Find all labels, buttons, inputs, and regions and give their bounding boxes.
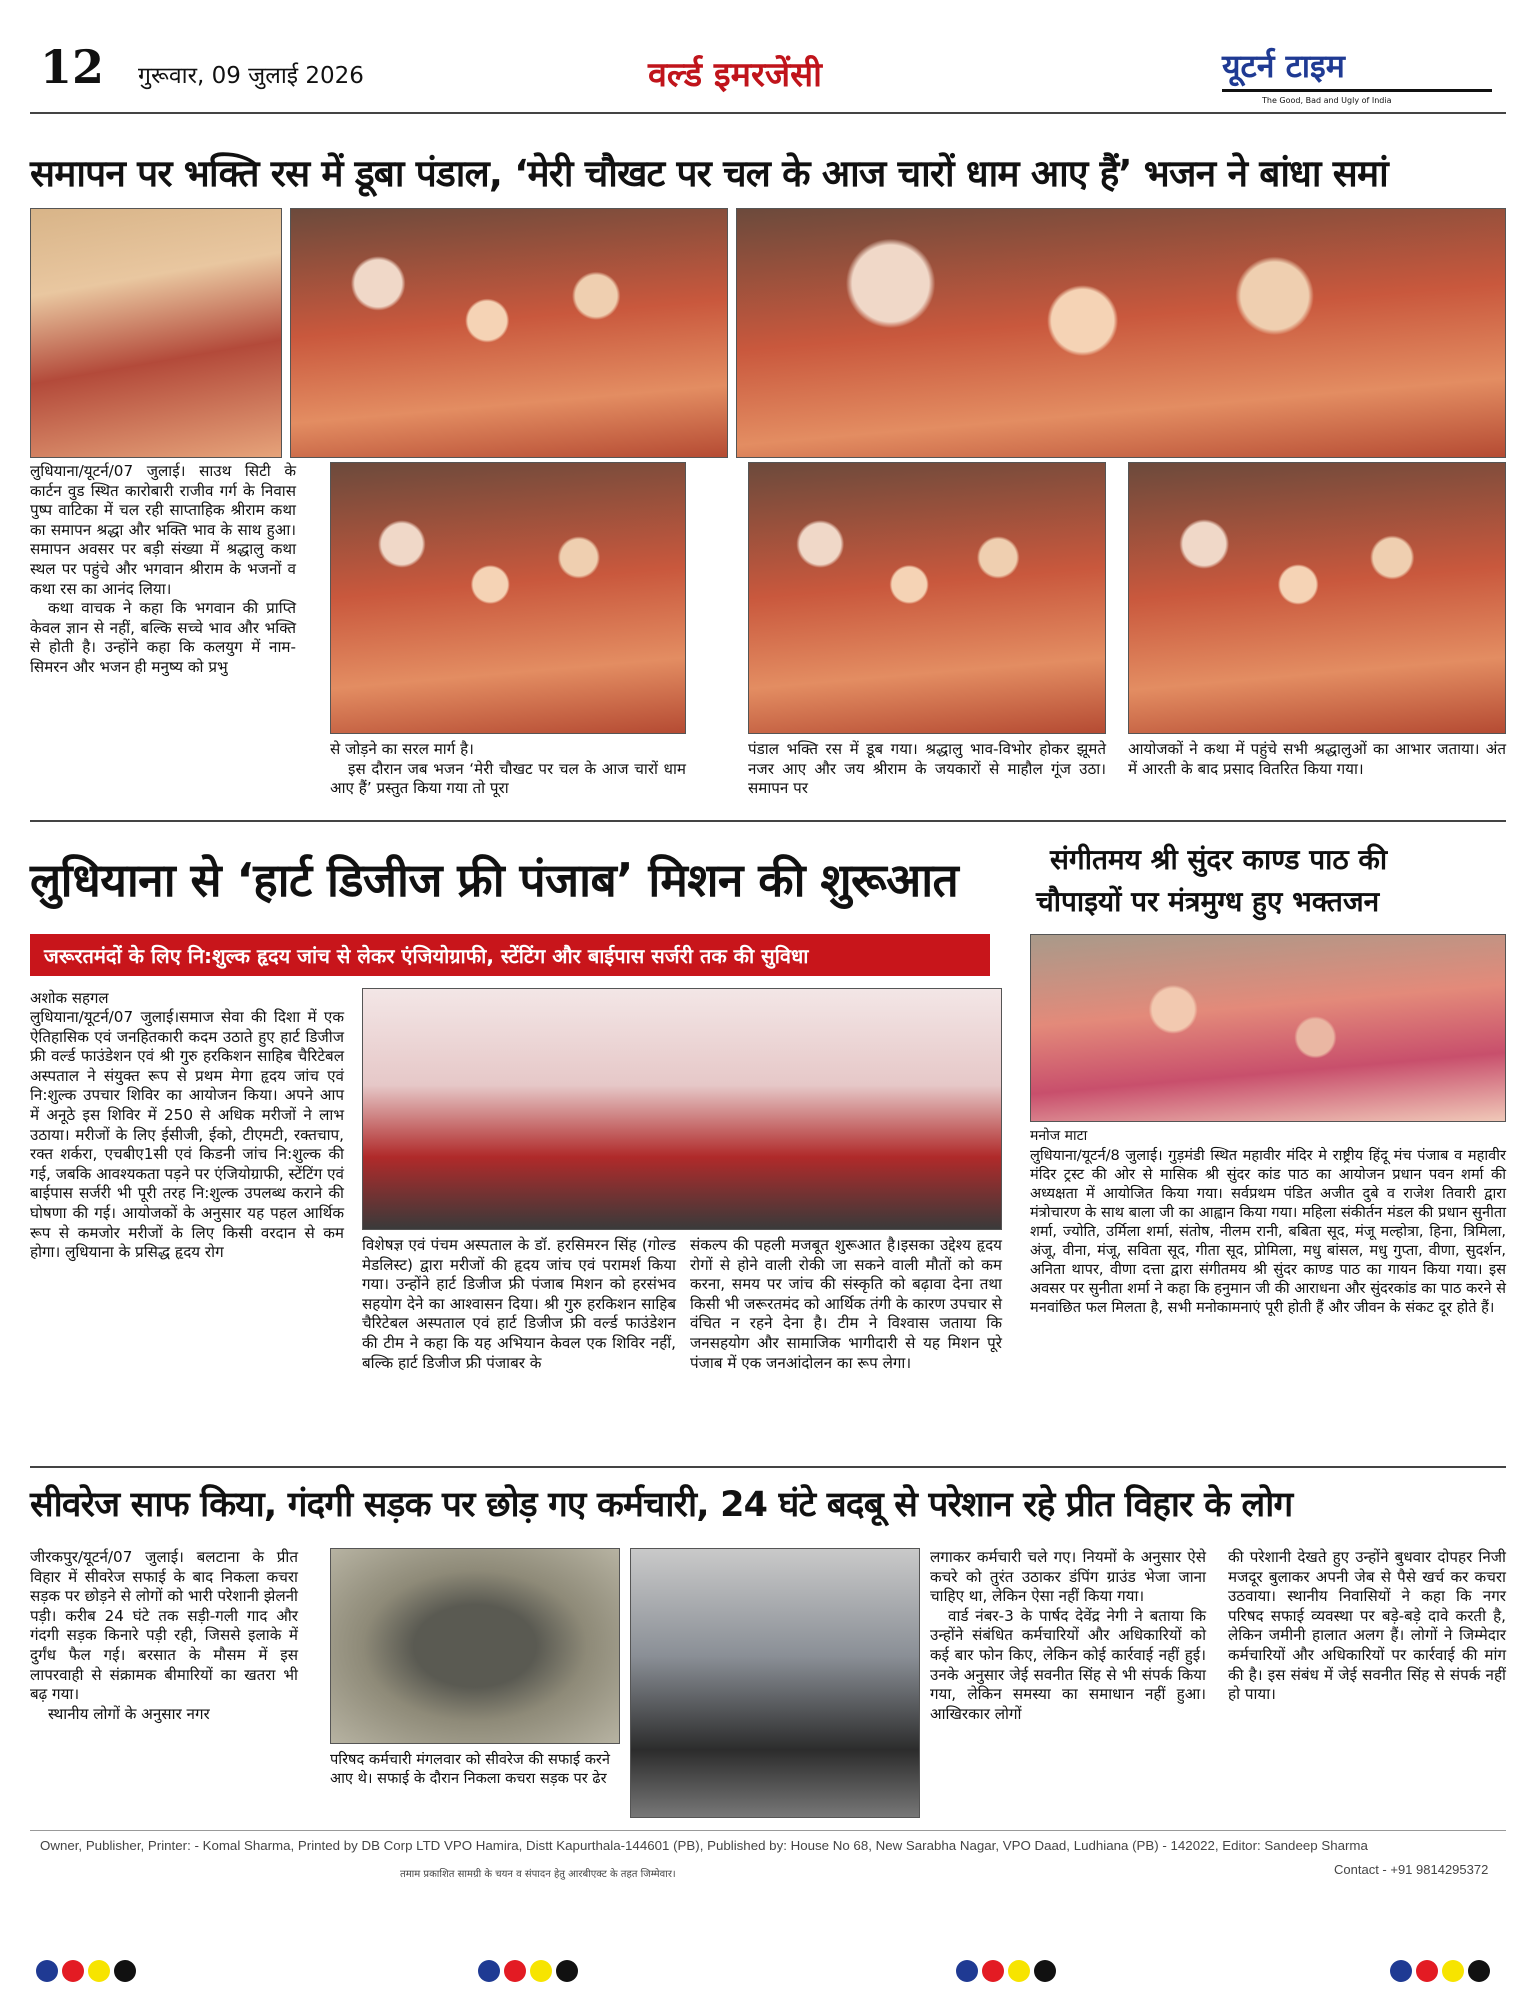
story1-paragraph: आयोजकों ने कथा में पहुंचे सभी श्रद्धालुओं का आभार जताया। अंत में आरती के बाद प्रसाद वितरित किया गया।	[1128, 740, 1506, 778]
audience-photo-1	[330, 462, 686, 734]
footer-contact: Contact - +91 9814295372	[1334, 1862, 1489, 1877]
story4-paragraph: की परेशानी देखते हुए उन्होंने बुधवार दोपहर निजी मजदूर बुलाकर अपनी जेब से पैसे खर्च कर कचरा उठवाया। स्थानीय निवासियों ने कहा कि नगर परिषद सफाई व्यवस्था पर बड़े-बड़े दावे करती है, लेकिन जमीनी हालात अलग हैं। लोगों ने जिम्मेदार कर्मचारियों और अधिकारियों पर कार्रवाई की मांग की है। इस संबंध में जेई सवनीत सिंह से संपर्क नहीं हो पाया।	[1228, 1548, 1506, 1704]
heart-camp-felicitation-photo	[362, 988, 1002, 1230]
worker-cleaning-photo	[630, 1548, 920, 1818]
brand-tagline: The Good, Bad and Ugly of India	[1262, 96, 1392, 105]
page-number: 12	[40, 40, 105, 94]
registration-dot	[1468, 1960, 1490, 1982]
story4-paragraph: जीरकपुर/यूटर्न/07 जुलाई। बलटाना के प्रीत विहार में सीवरेज सफाई के बाद निकला कचरा सड़क पर छोड़ने से लोगों को भारी परेशानी झेलनी पड़ी। करीब 24 घंटे तक सड़ी-गली गाद और गंदगी सड़क किनारे पड़ी रही, जिससे इलाके में दुर्गंध फैल गई। बरसात के मौसम में इस लापरवाही से संक्रामक बीमारियों का खतरा भी बढ़ गया।	[30, 1548, 298, 1704]
section-divider	[30, 1466, 1506, 1468]
story4-headline: सीवरेज साफ किया, गंदगी सड़क पर छोड़ गए कर्मचारी, 24 घंटे बदबू से परेशान रहे प्रीत विहार के लोग	[30, 1485, 1293, 1525]
registration-dot	[114, 1960, 136, 1982]
story1-paragraph: लुधियाना/यूटर्न/07 जुलाई। साउथ सिटी के कार्टन वुड स्थित कारोबारी राजीव गर्ग के निवास पुष्प वाटिका में चल रही साप्ताहिक श्रीराम कथा का समापन श्रद्धा और भक्ति भाव के साथ हुआ। समापन अवसर पर बड़ी संख्या में श्रद्धालु कथा स्थल पर पहुंचे और भगवान श्रीराम के भजनों व कथा रस का आनंद लिया।	[30, 462, 296, 598]
story1-column-2	[330, 740, 686, 799]
registration-marks-center-right	[956, 1960, 1056, 1982]
story3-headline-line1: संगीतमय श्री सुंदर काण्ड पाठ की	[1050, 843, 1388, 876]
sewage-debris-photo	[330, 1548, 620, 1744]
masthead-divider	[30, 112, 1506, 114]
story4-column-4	[1228, 1548, 1506, 1705]
registration-dot	[1008, 1960, 1030, 1982]
brand-logo	[1222, 44, 1492, 105]
audience-wide-photo	[736, 208, 1506, 458]
front-row-guests-photo	[290, 208, 728, 458]
story1-column-1	[30, 462, 296, 678]
sewage-photo-caption: परिषद कर्मचारी मंगलवार को सीवरेज की सफाई करने आए थे। सफाई के दौरान निकला कचरा सड़क पर ढेर	[330, 1751, 610, 1787]
brand-name: यूटर्न टाइम	[1222, 47, 1345, 85]
story1-column-4	[1128, 740, 1506, 779]
registration-dot	[1390, 1960, 1412, 1982]
story2-column-3: संकल्प की पहली मजबूत शुरूआत है।इसका उद्देश्य हृदय रोगों से होने वाली रोकी जा सकने वाली मौतों को कम करना, समय पर जांच की संस्कृति को बढ़ावा देना तथा किसी भी जरूरतमंद को आर्थिक तंगी के कारण उपचार से वंचित न रहने देना है। टीम ने विश्वास जताया कि जनसहयोग और सामाजिक भागीदारी से यह मिशन पूरे पंजाब में एक जनआंदोलन का रूप लेगा।	[690, 1236, 1002, 1372]
sundar-kand-devotees-photo	[1030, 934, 1506, 1122]
story2-byline: अशोक सहगल	[30, 989, 109, 1007]
registration-marks-right	[1390, 1960, 1490, 1982]
story1-paragraph: से जोड़ने का सरल मार्ग है।	[330, 740, 474, 758]
story4-column-1	[30, 1548, 298, 1724]
story3-headline-line2: चौपाइयों पर मंत्रमुग्ध हुए भक्तजन	[1036, 885, 1380, 918]
story2-subhead-banner	[30, 934, 990, 976]
registration-dot	[62, 1960, 84, 1982]
registration-dot	[556, 1960, 578, 1982]
audience-photo-3	[1128, 462, 1506, 734]
story2-headline: लुधियाना से ‘हार्ट डिजीज फ्री पंजाब’ मिशन की शुरूआत	[30, 853, 959, 907]
registration-dot	[504, 1960, 526, 1982]
section-title: वर्ल्ड इमरजेंसी	[648, 55, 822, 95]
issue-date: गुरूवार, 09 जुलाई 2026	[138, 63, 364, 89]
audience-photo-2	[748, 462, 1106, 734]
story3-byline: मनोज माटा	[1030, 1128, 1088, 1144]
story1-column-3	[748, 740, 1106, 799]
story4-paragraph: वार्ड नंबर-3 के पार्षद देवेंद्र नेगी ने बताया कि उन्होंने संबंधित कर्मचारियों और अधिकारियों को कई बार फोन किए, लेकिन कोई कार्रवाई नहीं हुई। उनके अनुसार जेई सवनीत सिंह से भी संपर्क किया गया, लेकिन समस्या का समाधान नहीं हुआ। आखिरकार लोगों	[930, 1606, 1206, 1723]
story2-subhead: जरूरतमंदों के लिए नि:शुल्क हृदय जांच से लेकर एंजियोग्राफी, स्टेंटिंग और बाईपास सर्जरी तक की सुविधा	[44, 944, 809, 968]
masthead	[0, 0, 1536, 130]
story4-paragraph: लगाकर कर्मचारी चले गए। नियमों के अनुसार ऐसे कचरे को तुरंत उठाकर डंपिंग ग्राउंड भेजा जाना चाहिए था, लेकिन ऐसा नहीं किया गया।	[930, 1548, 1206, 1606]
story3-body: लुधियाना/यूटर्न/8 जुलाई। गुड़मंडी स्थित महावीर मंदिर मे राष्ट्रीय हिंदू मंच पंजाब व महावीर मंदिर ट्रस्ट की ओर से मासिक श्री सुंदर कांड पाठ का आयोजन प्रधान पवन शर्मा की अध्यक्षता में आयोजित किया गया। सर्वप्रथम पंडित अजीत दुबे व राजेश तिवारी द्वारा मंत्रोचारण के साथ बाला जी का आह्वान किया गया। महिला संकीर्तन मंडल की प्रधान सुनीता शर्मा, ज्योति, उर्मिला शर्मा, संतोष, नीलम रानी, बबिता सूद, मंजू मल्होत्रा, हिना, त्रिमिला, अंजू, वीना, मंजू, सविता सूद, गीता सूद, प्रोमिला, मधु बांसल, मधु गुप्ता, वीणा, सुदर्शन, अनिता थापर, वीणा दत्ता द्वारा संगीतमय श्री सुंदर काण्ड पाठ का गायन किया गया। इस अवसर पर सुनीता शर्मा ने कहा कि हनुमान जी की आराधना और सुंदरकांड का पाठ करने से मनवांछित फल मिलता है, सभी मनोकामनाएं पूरी होती हैं और जीवन के संकट दूर होते हैं।	[1030, 1147, 1506, 1316]
registration-dot	[530, 1960, 552, 1982]
registration-dot	[1442, 1960, 1464, 1982]
registration-dot	[36, 1960, 58, 1982]
story4-paragraph: स्थानीय लोगों के अनुसार नगर	[48, 1704, 210, 1723]
registration-marks-left	[36, 1960, 136, 1982]
story1-paragraph: इस दौरान जब भजन ‘मेरी चौखट पर चल के आज चारों धाम आए हैं’ प्रस्तुत किया गया तो पूरा	[330, 759, 686, 798]
footer-imprint: Owner, Publisher, Printer: - Komal Sharma, Printed by DB Corp LTD VPO Hamira, Distt Kapurthala-144601 (PB), Published by: House No 68, New Sarabha Nagar, VPO Daad, Ludhiana (PB) - 142022, Editor: Sandeep Sharma	[40, 1838, 1368, 1853]
registration-dot	[1416, 1960, 1438, 1982]
story1-paragraph: कथा वाचक ने कहा कि भगवान की प्राप्ति केवल ज्ञान से नहीं, बल्कि सच्चे भाव और भक्ति से होती है। उन्होंने कहा कि कलयुग में नाम-सिमरन और भजन ही मनुष्य को प्रभु	[30, 599, 296, 676]
footer-divider	[30, 1830, 1506, 1831]
section-divider	[30, 820, 1506, 822]
story1-paragraph: पंडाल भक्ति रस में डूब गया। श्रद्धालु भाव-विभोर होकर झूमते नजर आए और जय श्रीराम के जयकारों से माहौल गूंज उठा। समापन पर	[748, 740, 1106, 798]
registration-dot	[88, 1960, 110, 1982]
registration-dot	[478, 1960, 500, 1982]
footer-disclaimer: तमाम प्रकाशित सामग्री के चयन व संपादन हेतु आरबीएक्ट के तहत जिम्मेवार।	[400, 1869, 676, 1880]
kathavachak-stage-photo	[30, 208, 282, 458]
story2-column-2: विशेषज्ञ एवं पंचम अस्पताल के डॉ. हरसिमरन सिंह (गोल्ड मेडलिस्ट) द्वारा मरीजों की हृदय जांच एवं परामर्श किया गया। उन्होंने हार्ट डिजीज फ्री पंजाब मिशन को हरसंभव सहयोग देने का आश्वासन दिया। श्री गुरु हरकिशन साहिब चैरिटेबल अस्पताल एवं हार्ट डिजीज फ्री वर्ल्ड फाउंडेशन की टीम ने कहा कि यह अभियान केवल एक शिविर नहीं, बल्कि हार्ट डिजीज फ्री पंजाबर के	[362, 1236, 676, 1372]
registration-dot	[956, 1960, 978, 1982]
registration-dot	[982, 1960, 1004, 1982]
story4-column-3	[930, 1548, 1206, 1724]
registration-marks-center-left	[478, 1960, 578, 1982]
story2-column-1: लुधियाना/यूटर्न/07 जुलाई।समाज सेवा की दिशा में एक ऐतिहासिक एवं जनहितकारी कदम उठाते हुए हार्ट डिजीज फ्री वर्ल्ड फाउंडेशन एवं श्री गुरु हरकिशन साहिब चैरिटेबल अस्पताल ने संयुक्त रूप से प्रथम मेगा हृदय जांच एवं नि:शुल्क उपचार शिविर का आयोजन किया। अपने आप में अनूठे इस शिविर में 250 से अधिक मरीजों ने लाभ उठाया। मरीजों के लिए ईसीजी, ईको, टीएमटी, रक्तचाप, रक्त शर्करा, एचबीए1सी एवं किडनी जांच नि:शुल्क की गई, जबकि आवश्यकता पड़ने पर एंजियोग्राफी, स्टेंटिंग एवं बाईपास सर्जरी भी पूरी तरह नि:शुल्क उपलब्ध कराने की घोषणा की गई। आयोजकों के अनुसार यह पहल आर्थिक रूप से कमजोर मरीजों के लिए किसी वरदान से कम होगा। लुधियाना के प्रसिद्ध हृदय रोग	[30, 1008, 344, 1262]
registration-dot	[1034, 1960, 1056, 1982]
story1-headline: समापन पर भक्ति रस में डूबा पंडाल, ‘मेरी चौखट पर चल के आज चारों धाम आए हैं’ भजन ने बांधा समां	[30, 152, 1388, 195]
